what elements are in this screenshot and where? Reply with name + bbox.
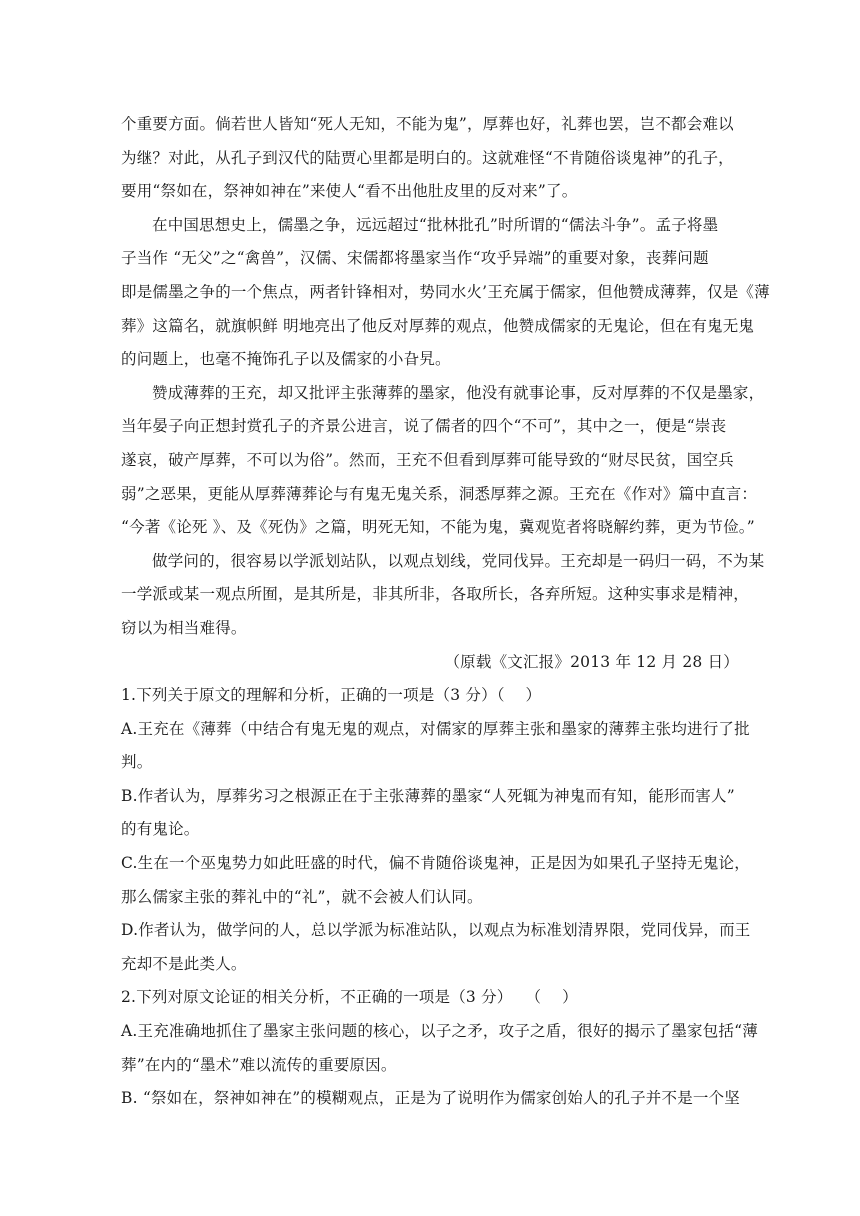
text-line: 葬》这篇名，就旗帜鲜 明地亮出了他反对厚葬的观点，他赞成儒家的无鬼论，但在有鬼无鬼 [121,316,755,335]
text-line: 2.下列对原文论证的相关分析，不正确的一项是（3 分） （ ） [121,988,578,1007]
source-citation: （原载《文汇报》2013 年 12 月 28 日） [444,652,739,671]
document-page [121,108,770,1116]
text-line: B.作者认为，厚葬劣习之根源正在于主张薄葬的墨家“人死辄为神鬼而有知，能形而害人” [121,786,735,805]
text-line: 的问题上，也毫不掩饰孔子以及儒家的小旮旯。 [121,350,451,369]
text-line: 的有鬼论。 [121,820,200,839]
text-line: A.王充在《薄葬（中结合有鬼无鬼的观点，对儒家的厚葬主张和墨家的薄葬主张均进行了批 [121,719,750,738]
text-line: A.王充准确地抓住了墨家主张问题的核心，以子之矛，攻子之盾，很好的揭示了墨家包括“薄 [121,1022,758,1041]
text-line: 1.下列关于原文的理解和分析，正确的一项是（3 分）（ ） [121,686,542,705]
text-line: 那么儒家主张的葬礼中的“礼”，就不会被人们认同。 [121,887,483,906]
text-line: 充却不是此类人。 [121,954,247,973]
text-line: 要用“祭如在，祭神如神在”来使人“看不出他肚皮里的反对来”了。 [121,182,578,201]
text-line: C.生在一个巫鬼势力如此旺盛的时代，偏不肯随俗谈鬼神，正是因为如果孔子坚持无鬼论， [121,854,750,873]
text-line: 当年晏子向正想封赏孔子的齐景公进言，说了儒者的四个“不可”，其中之一，便是“崇丧 [121,417,727,436]
text-line: 子当作 “无父”之“禽兽”，汉儒、宋儒都将墨家当作“攻乎异端”的重要对象，丧葬问题 [121,249,709,268]
text-line: 为继？对此，从孔子到汉代的陆贾心里都是明白的。这就难怪“不肯随俗谈鬼神”的孔子， [121,148,734,167]
text-line: 窃以为相当难得。 [121,618,247,637]
text-line: “今著《论死 》、及《死伪》之篇，明死无知，不能为鬼，冀观览者将晓解约葬，更为节俭。” [121,518,755,537]
text-line: 做学问的，很容易以学派划站队，以观点划线，党同伐异。王充却是一码归一码，不为某 [152,551,765,570]
text-line: 赞成薄葬的王充，却又批评主张薄葬的墨家，他没有就事论事，反对厚葬的不仅是墨家， [152,383,765,402]
text-line: D.作者认为，做学问的人，总以学派为标准站队，以观点为标准划清界限，党同伐异，而王 [121,921,751,940]
text-line: 一学派或某一观点所囿，是其所是，非其所非，各取所长，各弃所短。这种实事求是精神， [121,585,750,604]
text-line: 在中国思想史上，儒墨之争，远远超过“批林批孔”时所谓的“儒法斗争”。孟子将墨 [152,215,719,234]
text-line: B. “祭如在，祭神如神在”的模糊观点，正是为了说明作为儒家创始人的孔子并不是一个坚 [121,1089,740,1108]
text-line: 即是儒墨之争的一个焦点，两者针锋相对，势同水火’王充属于儒家，但他赞成薄葬，仅是《薄 [121,282,770,301]
text-line: 遂哀，破产厚葬，不可以为俗”。然而，王充不但看到厚葬可能导致的“财尽民贫，国空兵 [121,450,734,469]
text-line: 个重要方面。倘若世人皆知“死人无知，不能为鬼”，厚葬也好，礼葬也罢，岂不都会难以 [121,115,734,133]
text-line: 葬”在内的“墨术”难以流传的重要原因。 [121,1055,397,1074]
text-line: 判。 [121,753,153,772]
text-line: 弱”之恶果，更能从厚葬薄葬论与有鬼无鬼关系，洞悉厚葬之源。王充在《作对》篇中直言： [121,484,758,503]
